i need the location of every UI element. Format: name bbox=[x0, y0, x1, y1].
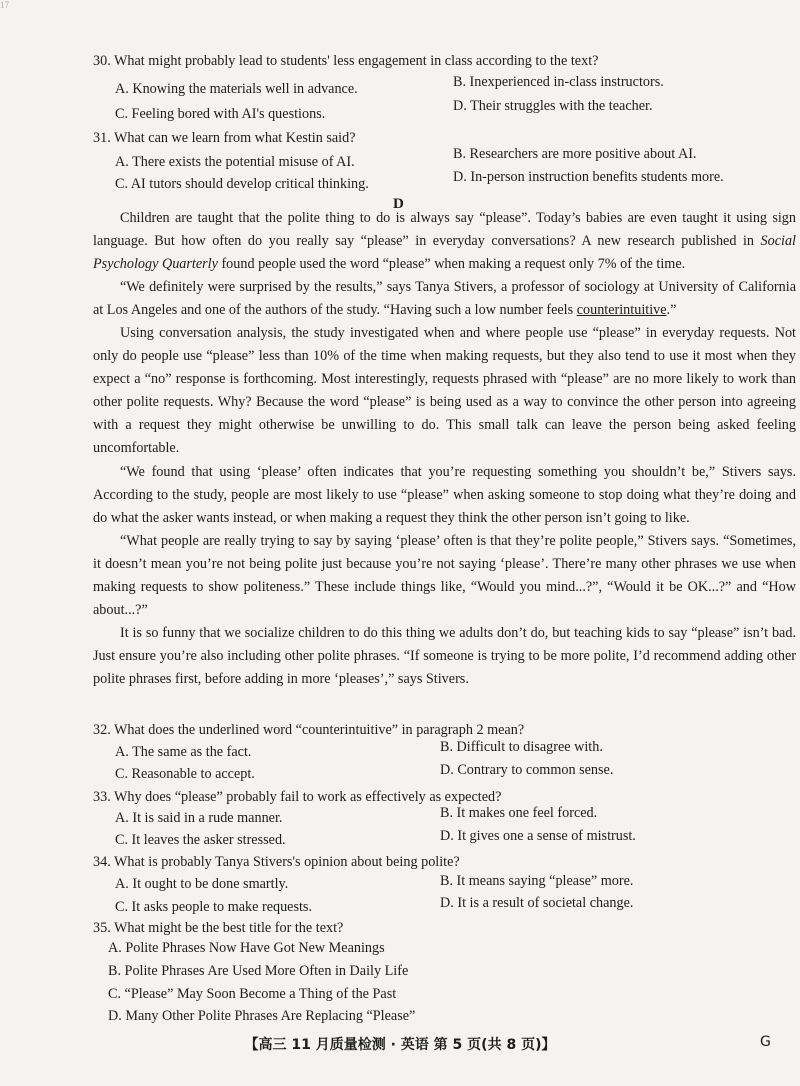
q35-option-a: A. Polite Phrases Now Have Got New Meanings bbox=[108, 940, 385, 956]
page-footer: 【高三 11 月质量检测 · 英语 第 5 页(共 8 页)】 bbox=[244, 1037, 556, 1053]
question-32-stem: 32. What does the underlined word “counterintuitive” in paragraph 2 mean? bbox=[93, 722, 525, 738]
paragraph-5: “What people are really trying to say by saying ‘please’ often is that they’re polite people,” Stivers says. “Sometimes, it doesn’t mean you’re not being polite just because you’re not saying ‘please’. There’re many other phrases we use when making requests to show politeness.” These include things like, “Would you mind...?”, “Would it be OK...?” and “How about...?” bbox=[93, 532, 796, 618]
paragraph-1 bbox=[93, 207, 796, 276]
q30-option-d: D. Their struggles with the teacher. bbox=[453, 98, 653, 114]
q33-option-a: A. It is said in a rude manner. bbox=[115, 810, 283, 826]
q31-option-b: B. Researchers are more positive about AI. bbox=[453, 146, 697, 162]
q34-option-a: A. It ought to be done smartly. bbox=[115, 876, 289, 892]
section-label: D bbox=[393, 196, 404, 212]
journal-title: Social Psychology Quarterly bbox=[93, 233, 796, 273]
q31-option-d: D. In-person instruction benefits students more. bbox=[453, 169, 724, 185]
q34-option-d: D. It is a result of societal change. bbox=[440, 895, 634, 911]
q32-option-c: C. Reasonable to accept. bbox=[115, 766, 255, 782]
paragraph-2-text-b: .” bbox=[666, 302, 677, 319]
paragraph-6: It is so funny that we socialize children to do this thing we adults don’t do, but teaching kids to say “please” isn’t bad. Just ensure you’re also including other polite phrases. “If someone is trying to be more polite, I’d recommend adding other polite phrases first, before adding in more ‘pleases’,” says Stivers. bbox=[93, 624, 796, 687]
question-33-stem: 33. Why does “please” probably fail to work as effectively as expected? bbox=[93, 789, 502, 805]
question-31-stem: 31. What can we learn from what Kestin said? bbox=[93, 130, 356, 146]
q33-option-d: D. It gives one a sense of mistrust. bbox=[440, 828, 636, 844]
q30-option-b: B. Inexperienced in-class instructors. bbox=[453, 74, 664, 90]
question-35-stem: 35. What might be the best title for the text? bbox=[93, 920, 344, 936]
q31-option-c: C. AI tutors should develop critical thinking. bbox=[115, 176, 369, 192]
q32-option-d: D. Contrary to common sense. bbox=[440, 762, 614, 778]
q34-option-b: B. It means saying “please” more. bbox=[440, 873, 634, 889]
corner-mark: 17 bbox=[0, 0, 9, 10]
q35-option-c: C. “Please” May Soon Become a Thing of the Past bbox=[108, 986, 397, 1002]
paragraph-3: Using conversation analysis, the study investigated when and where people use “please” in everyday requests. Not only do people use “please” less than 10% of the time when making requests, but they also tend to use it most when they expect a “no” response is forthcoming. Most interestingly, requests phrased with “please” are no more likely to work than other polite requests. Why? Because the word “please” is being used as a way to convince the other person into agreeing with a request they might otherwise be unwilling to do. This small talk can leave the person being asked feeling uncomfortable. bbox=[93, 325, 796, 457]
underlined-word: counterintuitive bbox=[576, 302, 667, 319]
q32-option-b: B. Difficult to disagree with. bbox=[440, 739, 603, 755]
paragraph-2-text-a: “We definitely were surprised by the results,” says Tanya Stivers, a professor of sociology at University of California at Los Angeles and one of the authors of the study. “Having such a low number feels bbox=[93, 279, 796, 319]
paragraph-1-text-b: found people used the word “please” when making a request only 7% of the time. bbox=[217, 256, 686, 273]
q31-option-a: A. There exists the potential misuse of AI. bbox=[115, 154, 355, 170]
q35-option-b: B. Polite Phrases Are Used More Often in Daily Life bbox=[108, 963, 409, 979]
q30-option-a: A. Knowing the materials well in advance. bbox=[115, 81, 358, 97]
question-34-stem: 34. What is probably Tanya Stivers's opinion about being polite? bbox=[93, 854, 460, 870]
q33-option-c: C. It leaves the asker stressed. bbox=[115, 832, 286, 848]
q30-option-c: C. Feeling bored with AI's questions. bbox=[115, 106, 326, 122]
q35-option-d: D. Many Other Polite Phrases Are Replacing “Please” bbox=[108, 1008, 416, 1024]
footer-version-letter: G bbox=[760, 1034, 771, 1050]
question-30-stem: 30. What might probably lead to students' less engagement in class according to the text? bbox=[93, 53, 599, 69]
q32-option-a: A. The same as the fact. bbox=[115, 744, 252, 760]
paragraph-1-text-a: Children are taught that the polite thing to do is always say “please”. Today’s babies are even taught it using sign language. But how often do you really say “please” in everyday conversations? A new research published in bbox=[93, 210, 796, 250]
q34-option-c: C. It asks people to make requests. bbox=[115, 899, 313, 915]
q33-option-b: B. It makes one feel forced. bbox=[440, 805, 598, 821]
paragraph-2 bbox=[93, 276, 796, 322]
reading-passage bbox=[93, 207, 796, 691]
paragraph-4: “We found that using ‘please’ often indicates that you’re requesting something you shouldn’t be,” Stivers says. According to the study, people are most likely to use “please” when asking someone to stop doing what they’re doing and do what the asker wants instead, or when making a request they think the other person isn’t going to like. bbox=[93, 463, 796, 526]
